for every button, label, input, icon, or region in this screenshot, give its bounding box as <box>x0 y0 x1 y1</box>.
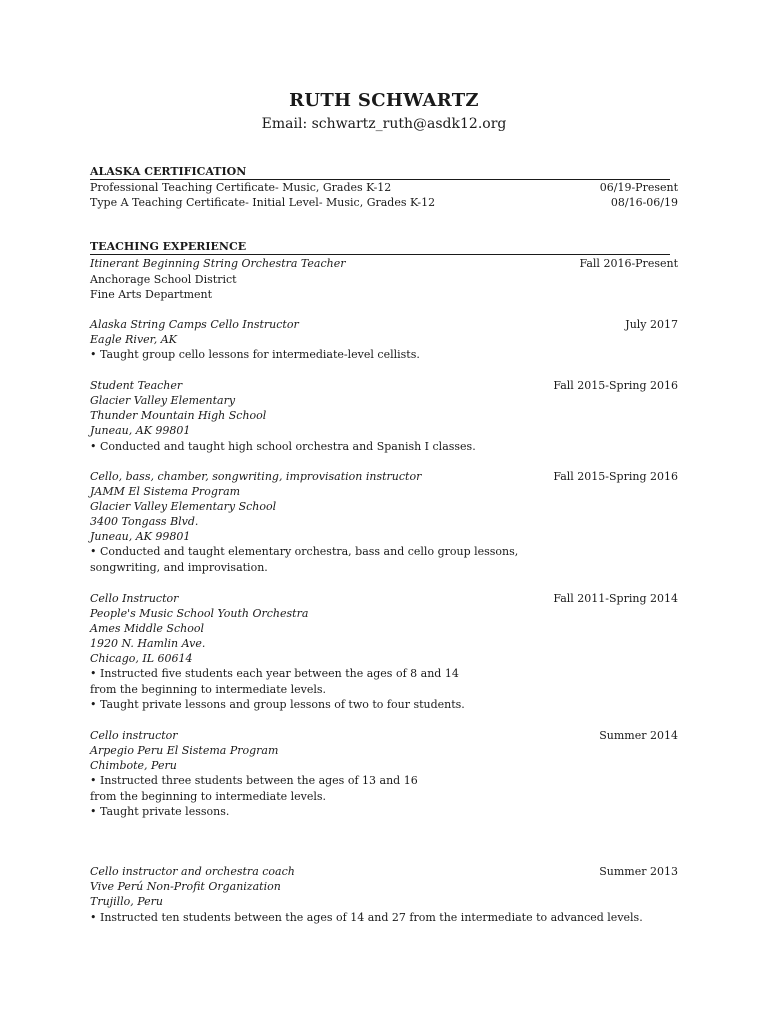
job-detail: Fine Arts Department <box>90 288 213 301</box>
certification-date: 06/19-Present <box>599 181 678 194</box>
job-bullet: • Conducted and taught elementary orchestra, bass and cello group lessons, <box>90 545 519 558</box>
job-detail: Thunder Mountain High School <box>90 409 267 422</box>
job-detail: Eagle River, AK <box>90 333 177 346</box>
job-header <box>90 728 678 743</box>
job-bullet: • Taught private lessons and group lessons of two to four students. <box>90 698 465 711</box>
certification-title: Professional Teaching Certificate- Music, Grades K-12 <box>90 181 392 194</box>
job-bullet: songwriting, and improvisation. <box>90 561 268 574</box>
job-title: Cello instructor <box>90 729 178 742</box>
job-bullet: • Conducted and taught high school orchestra and Spanish I classes. <box>90 440 476 453</box>
job-detail: JAMM El Sistema Program <box>90 485 241 498</box>
certification-date: 08/16-06/19 <box>610 196 678 209</box>
experience-heading: TEACHING EXPERIENCE <box>90 240 670 255</box>
job-detail: Glacier Valley Elementary School <box>90 500 277 513</box>
job-title: Itinerant Beginning String Orchestra Teacher <box>90 257 346 270</box>
job-header <box>90 317 678 332</box>
job-detail: Ames Middle School <box>90 622 204 635</box>
job-detail: Anchorage School District <box>90 273 237 286</box>
job-title: Alaska String Camps Cello Instructor <box>90 318 299 331</box>
certification-heading: ALASKA CERTIFICATION <box>90 165 670 180</box>
job-date: Fall 2011-Spring 2014 <box>553 592 678 605</box>
job-detail: People's Music School Youth Orchestra <box>90 607 309 620</box>
job-detail: Arpegio Peru El Sistema Program <box>90 744 279 757</box>
job-header <box>90 469 678 484</box>
job-detail: Vive Perú Non-Profit Organization <box>90 880 281 893</box>
job-title: Student Teacher <box>90 379 183 392</box>
certification-row <box>90 180 678 195</box>
job-header <box>90 591 678 606</box>
job-detail: Trujillo, Peru <box>90 895 164 908</box>
job-bullet: • Instructed ten students between the ages of 14 and 27 from the intermediate to advanced levels. <box>90 911 643 924</box>
job-date: Fall 2015-Spring 2016 <box>553 379 678 392</box>
job-title: Cello instructor and orchestra coach <box>90 865 295 878</box>
job-detail: Juneau, AK 99801 <box>90 424 191 437</box>
job-detail: Chimbote, Peru <box>90 759 177 772</box>
job-date: Fall 2015-Spring 2016 <box>553 470 678 483</box>
job-date: Summer 2014 <box>599 729 678 742</box>
page-title: RUTH SCHWARTZ <box>289 90 479 111</box>
job-bullet: from the beginning to intermediate levels. <box>90 790 327 803</box>
job-detail: Glacier Valley Elementary <box>90 394 236 407</box>
certification-title: Type A Teaching Certificate- Initial Level- Music, Grades K-12 <box>90 196 436 209</box>
job-bullet: • Taught private lessons. <box>90 805 230 818</box>
job-detail: Juneau, AK 99801 <box>90 530 191 543</box>
job-header <box>90 256 678 271</box>
job-detail: Chicago, IL 60614 <box>90 652 193 665</box>
certification-row <box>90 195 678 210</box>
job-header <box>90 864 678 879</box>
job-bullet: • Instructed three students between the ages of 13 and 16 <box>90 774 418 787</box>
job-date: July 2017 <box>625 318 678 331</box>
job-bullet: from the beginning to intermediate levels. <box>90 683 327 696</box>
job-date: Summer 2013 <box>599 865 678 878</box>
job-bullet: • Instructed five students each year between the ages of 8 and 14 <box>90 667 459 680</box>
job-title: Cello, bass, chamber, songwriting, improvisation instructor <box>90 470 422 483</box>
job-detail: 3400 Tongass Blvd. <box>90 515 199 528</box>
job-bullet: • Taught group cello lessons for intermediate-level cellists. <box>90 348 420 361</box>
job-title: Cello Instructor <box>90 592 179 605</box>
job-header <box>90 378 678 393</box>
job-detail: 1920 N. Hamlin Ave. <box>90 637 206 650</box>
job-date: Fall 2016-Present <box>579 257 678 270</box>
email-line: Email: schwartz_ruth@asdk12.org <box>261 116 507 132</box>
